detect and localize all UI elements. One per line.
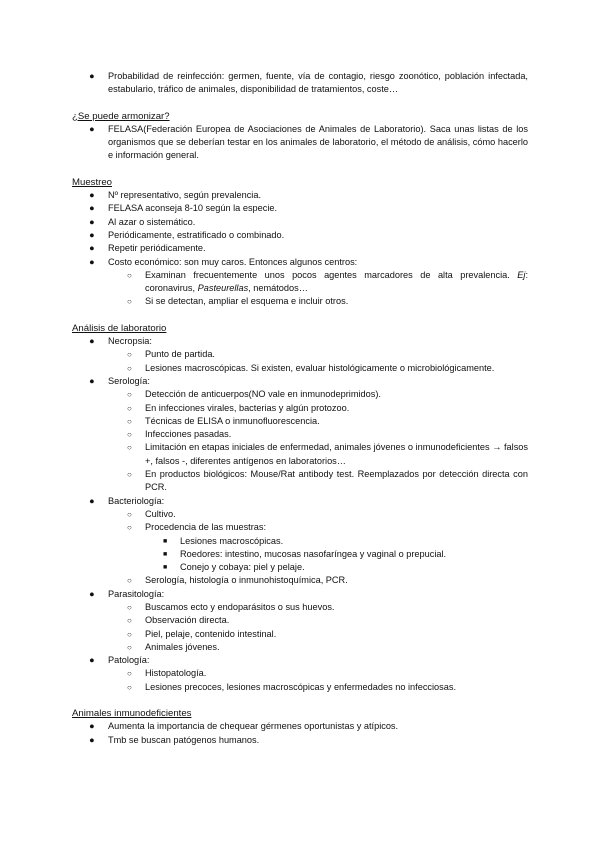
list-item-parasitologia: ● Parasitología: xyxy=(0,588,600,601)
sub-list-item: ○ Piel, pelaje, contenido intestinal. xyxy=(0,628,600,641)
sub-sub-list-item: ■ Conejo y cobaya: piel y pelaje. xyxy=(0,561,600,574)
list-item: ● FELASA aconseja 8-10 según la especie. xyxy=(0,202,600,215)
bullet-icon: ● xyxy=(89,216,95,227)
sub-list-item: ○ Limitación en etapas iniciales de enfermedad, animales jóvenes o inmunodeficientes → falsos +, falsos -, diferentes antígenos en laboratorios… xyxy=(127,442,528,466)
bullet-icon: ● xyxy=(89,588,95,599)
bullet-icon: ● xyxy=(89,734,95,745)
circle-bullet-icon: ○ xyxy=(127,642,132,652)
sub-sub-list-item: ■ Roedores: intestino, mucosas nasofaríngea y vaginal o prepucial. xyxy=(0,548,600,561)
sub-list-item: ○ Detección de anticuerpos(NO vale en inmunodeprimidos). xyxy=(0,388,600,401)
circle-bullet-icon: ○ xyxy=(127,602,132,612)
circle-bullet-icon: ○ xyxy=(127,443,132,453)
bullet-icon: ● xyxy=(89,203,95,214)
circle-bullet-icon: ○ xyxy=(127,350,132,360)
circle-bullet-icon: ○ xyxy=(127,403,132,413)
list-item: ● FELASA(Federación Europea de Asociaciones de Animales de Laboratorio). Saca unas listas de los organismos que se deberían testar en los animales de laboratorio, el método de análisis, cómo hacerlo e información general. xyxy=(89,123,528,161)
list-item: ● Repetir periódicamente. xyxy=(0,242,600,255)
bullet-icon: ● xyxy=(89,243,95,254)
circle-bullet-icon: ○ xyxy=(127,616,132,626)
section-heading-armonizar: ¿Se puede armonizar? xyxy=(72,110,170,122)
sub-list-item: ○ Serología, histología o inmunohistoquímica, PCR. xyxy=(0,574,600,587)
square-bullet-icon: ■ xyxy=(163,537,168,545)
bullet-icon: ● xyxy=(89,495,95,506)
list-item: ● Aumenta la importancia de chequear gérmenes oportunistas y atípicos. xyxy=(0,720,600,733)
sub-list-item: ○ Cultivo. xyxy=(0,508,600,521)
circle-bullet-icon: ○ xyxy=(127,430,132,440)
list-item-serologia: ● Serología: xyxy=(0,375,600,388)
intro-list xyxy=(0,70,600,97)
sub-sub-list-item: ■ Lesiones macroscópicas. xyxy=(0,535,600,548)
circle-bullet-icon: ○ xyxy=(127,509,132,519)
bullet-icon: ● xyxy=(89,71,95,81)
square-bullet-icon: ■ xyxy=(163,550,168,558)
list-item: ● Probabilidad de reinfección: germen, fuente, vía de contagio, riesgo zoonótico, población infectada, estabulario, tráfico de animales, disponibilidad de tratamientos, coste… xyxy=(89,71,528,95)
list-item-necropsia: ● Necropsia: xyxy=(0,335,600,348)
circle-bullet-icon: ○ xyxy=(127,416,132,426)
sub-list-item: ○ Animales jóvenes. xyxy=(0,641,600,654)
bullet-icon: ● xyxy=(89,256,95,267)
inmuno-list xyxy=(0,720,600,747)
circle-bullet-icon: ○ xyxy=(127,523,132,533)
circle-bullet-icon: ○ xyxy=(127,363,132,373)
bullet-icon: ● xyxy=(89,190,95,201)
list-item: ● Al azar o sistemático. xyxy=(0,216,600,229)
sub-list-item: ○ Observación directa. xyxy=(0,614,600,627)
sub-list-item: ○ En productos biológicos: Mouse/Rat antibody test. Reemplazados por detección directa con PCR. xyxy=(127,469,528,493)
sub-list-item: ○ En infecciones virales, bacterias y algún protozoo. xyxy=(0,402,600,415)
muestreo-list xyxy=(0,189,600,309)
sub-list-item: ○ Examinan frecuentemente unos pocos agentes marcadores de alta prevalencia. Ej: coronavirus, Pasteurellas, nemátodos… xyxy=(127,269,528,294)
circle-bullet-icon: ○ xyxy=(127,682,132,692)
circle-bullet-icon: ○ xyxy=(127,270,132,280)
sub-list-item: ○ Lesiones precoces, lesiones macroscópicas y enfermedades no infecciosas. xyxy=(0,681,600,694)
circle-bullet-icon: ○ xyxy=(127,470,132,480)
sub-list-item: ○ Histopatología. xyxy=(0,667,600,680)
armonizar-list xyxy=(0,123,600,163)
sub-list-item: ○ Técnicas de ELISA o inmunofluorescencia. xyxy=(0,415,600,428)
bullet-icon: ● xyxy=(89,336,95,347)
section-heading-muestreo: Muestreo xyxy=(72,176,112,188)
bullet-icon: ● xyxy=(89,229,95,240)
circle-bullet-icon: ○ xyxy=(127,629,132,639)
section-heading-inmunodeficientes: Animales inmunodeficientes xyxy=(72,708,192,720)
bullet-icon: ● xyxy=(89,123,95,134)
list-item: ● Tmb se buscan patógenos humanos. xyxy=(0,734,600,747)
section-heading-analisis: Análisis de laboratorio xyxy=(72,322,167,334)
sub-list-item: ○ Buscamos ecto y endoparásitos o sus huevos. xyxy=(0,601,600,614)
list-item: ● Periódicamente, estratificado o combinado. xyxy=(0,229,600,242)
sub-list-item: ○ Infecciones pasadas. xyxy=(0,428,600,441)
list-item-patologia: ● Patología: xyxy=(0,654,600,667)
list-item: ● Costo económico: son muy caros. Entonces algunos centros: xyxy=(0,256,600,269)
document-page xyxy=(0,70,600,747)
square-bullet-icon: ■ xyxy=(163,564,168,572)
circle-bullet-icon: ○ xyxy=(127,390,132,400)
analisis-list xyxy=(0,335,600,694)
sub-list-item: ○ Lesiones macroscópicas. Si existen, evaluar histológicamente o microbiológicamente. xyxy=(0,362,600,375)
bullet-icon: ● xyxy=(89,721,95,732)
bullet-icon: ● xyxy=(89,655,95,666)
list-item-bacteriologia: ● Bacteriología: xyxy=(0,495,600,508)
bullet-icon: ● xyxy=(89,375,95,386)
sub-list-item: ○ Procedencia de las muestras: xyxy=(0,521,600,534)
circle-bullet-icon: ○ xyxy=(127,669,132,679)
sub-list-item: ○ Si se detectan, ampliar el esquema e incluir otros. xyxy=(0,295,600,308)
list-item: ● Nº representativo, según prevalencia. xyxy=(0,189,600,202)
circle-bullet-icon: ○ xyxy=(127,297,132,307)
circle-bullet-icon: ○ xyxy=(127,576,132,586)
sub-list-item: ○ Punto de partida. xyxy=(0,348,600,361)
